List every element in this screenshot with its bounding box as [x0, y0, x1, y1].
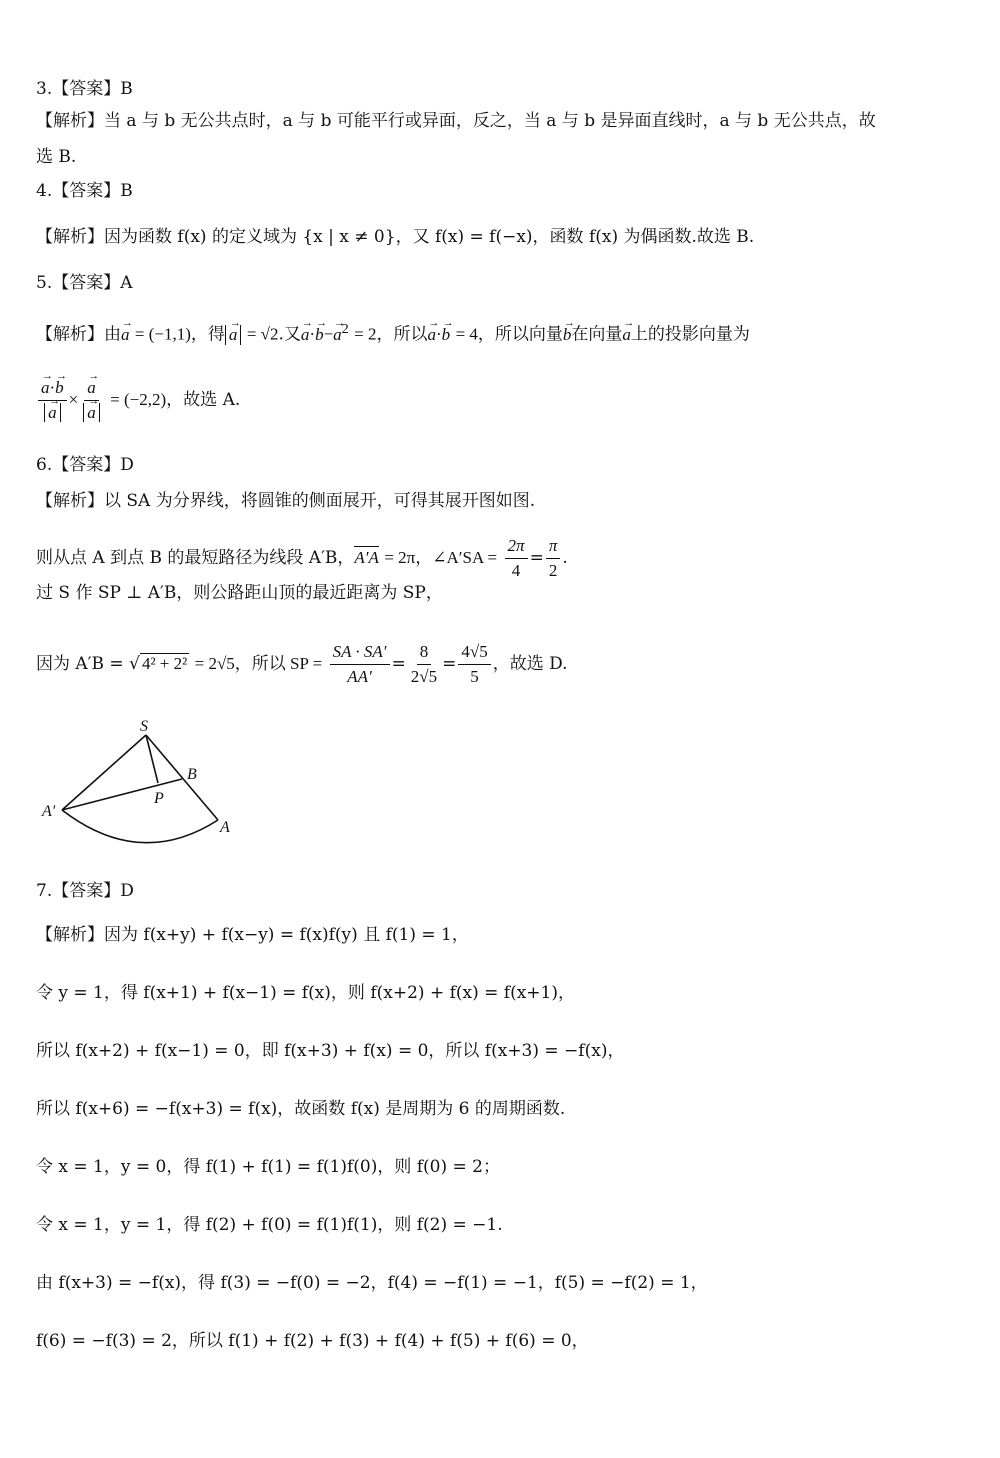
fraction-8-over-2root5: [408, 640, 440, 689]
label-b: B: [187, 766, 197, 783]
fraction-4root5-over-5: [458, 640, 490, 689]
q7-line: 【解析】因为 f(x+y) + f(x−y) = f(x)f(y) 且 f(1) = 1，: [36, 925, 469, 945]
q5-also: .又: [278, 324, 301, 345]
vector-a: → a: [427, 324, 436, 346]
q7-line: 所以 f(x+2) + f(x−1) = 0，即 f(x+3) + f(x) = 0，所以 f(x+3) = −f(x)，: [36, 1041, 625, 1061]
q6-analysis-line4: 因为 A′B = √ 4² + 2² = 2√5，所以 SP = $\frac{SA \cdot SA'}{AA'}$ = $\frac{8}{2√5}$ = $\frac{4√5}{5}$ ，故选 D.: [36, 640, 568, 689]
fraction-sp: [330, 640, 390, 689]
q5-result: = (−2,2): [110, 390, 167, 409]
vector-b: → b: [442, 324, 451, 346]
sqrt-radicand: 4² + 2²: [141, 654, 188, 673]
q6-line2-text: 则从点 A 到点 B 的最短路径为线段 A′B，: [36, 548, 355, 568]
dot-symbol: ·: [49, 378, 56, 397]
q7-heading: 7.【答案】D: [36, 881, 134, 901]
q6-line4-prefix: 因为 A′B =: [36, 654, 124, 674]
q5-proj-text2: 在向量: [571, 324, 623, 345]
q6-analysis-line1: 【解析】以 SA 为分界线，将圆锥的侧面展开，可得其展开图如图.: [36, 491, 536, 511]
arc-label: A′A: [354, 548, 379, 567]
fraction-numerator: 4√5: [458, 640, 490, 665]
q6-arc-value: = 2π，∠A′SA =: [384, 548, 498, 567]
q4-analysis: 【解析】因为函数 f(x) 的定义域为 {x | x ≠ 0}，又 f(x) = f(−x)，函数 f(x) 为偶函数.故选 B.: [36, 227, 755, 247]
q5-abs-value: = √2: [246, 324, 279, 344]
label-s: S: [140, 718, 148, 735]
fraction-2pi-over-4: [505, 534, 528, 583]
q7-line: 令 x = 1，y = 1，得 f(2) + f(0) = f(1)f(1)，则 f(2) = −1.: [36, 1215, 503, 1235]
vector-a: → a: [41, 376, 50, 400]
fraction-denominator: 5: [470, 667, 479, 686]
q5-so: ，所以: [376, 324, 428, 345]
vector-a: → a: [87, 376, 96, 400]
q5-heading: 5.【答案】A: [36, 273, 133, 293]
fraction-denominator: AA′: [347, 667, 372, 686]
vector-b: → b: [315, 324, 324, 346]
q7-line: 所以 f(x+6) = −f(x+3) = f(x)，故函数 f(x) 是周期为 6 的周期函数.: [36, 1099, 566, 1119]
q6-line4-mid: = 2√5，所以 SP =: [194, 654, 323, 673]
vector-a: → a: [622, 324, 631, 346]
q3-heading: 3.【答案】B: [36, 79, 133, 99]
q7-line: 由 f(x+3) = −f(x)，得 f(3) = −f(0) = −2，f(4) = −f(1) = −1，f(5) = −f(2) = 1，: [36, 1273, 708, 1293]
q7-line: f(6) = −f(3) = 2，所以 f(1) + f(2) + f(3) + f(4) + f(5) + f(6) = 0，: [36, 1331, 589, 1351]
fraction-denominator: 2√5: [410, 667, 438, 686]
q5-get: ，得: [190, 324, 225, 345]
q4-heading: 4.【答案】B: [36, 181, 133, 201]
q6-analysis-line2: 则从点 A 到点 B 的最短路径为线段 A′B，A′A = 2π，∠A′SA = $\frac{2\pi}{4}$ = $\frac{\pi}{2}$ .: [36, 534, 568, 583]
vector-a: → a: [301, 324, 310, 346]
q6-line4-suffix: ，故选 D.: [492, 654, 568, 674]
fraction-numerator: 2π: [505, 534, 528, 559]
dot-symbol: ·: [435, 324, 442, 344]
vector-a: → a: [333, 324, 342, 346]
dot-symbol: ·: [309, 324, 316, 344]
vector-a: → a: [229, 324, 238, 346]
arc-aprime-a: [62, 810, 218, 843]
label-a: A: [220, 819, 230, 836]
times-symbol: ×: [68, 390, 79, 409]
fraction-denominator: 2: [548, 561, 558, 580]
q5-prefix: 【解析】由: [36, 324, 121, 345]
vector-a: → a: [48, 401, 57, 425]
q5-dot-eq: = 2: [354, 324, 377, 344]
vector-a: → a: [87, 401, 96, 425]
q6-analysis-line3: 过 S 作 SP ⊥ A′B，则公路距山顶的最近距离为 SP，: [36, 583, 443, 603]
q5-dot-value: = 4: [455, 324, 478, 344]
fraction-numerator: π: [546, 534, 561, 559]
q3-analysis-line2: 选 B.: [36, 147, 77, 167]
q5-choose: ，故选 A.: [166, 390, 241, 410]
fraction-denominator: 4: [511, 561, 521, 580]
fraction-pi-over-2: [546, 534, 561, 583]
fraction-numerator: 8: [417, 640, 432, 665]
q5-proj-text1: ，所以向量: [477, 324, 563, 345]
cone-development-diagram: [0, 0, 300, 870]
label-a-prime: A′: [42, 803, 56, 820]
q5-vec-a-value: = (−1,1): [134, 324, 191, 344]
q7-line: 令 x = 1，y = 0，得 f(1) + f(1) = f(1)f(0)，则 f(0) = 2；: [36, 1157, 500, 1177]
q3-analysis-line1: 【解析】当 a 与 b 无公共点时，a 与 b 可能平行或异面，反之，当 a 与 b 是异面直线时，a 与 b 无公共点，故: [36, 111, 876, 131]
fraction-numerator: SA · SA′: [330, 640, 390, 665]
q7-line: 令 y = 1，得 f(x+1) + f(x−1) = f(x)，则 f(x+2) + f(x) = f(x+1)，: [36, 983, 575, 1003]
minus-symbol: −: [323, 324, 334, 344]
vector-a: → a: [121, 324, 130, 346]
label-p: P: [154, 790, 164, 807]
vector-b: → b: [563, 324, 572, 346]
q6-heading: 6.【答案】D: [36, 455, 134, 475]
q5-proj-text3: 上的投影向量为: [630, 324, 750, 345]
square-exponent: 2: [341, 321, 349, 337]
vector-b: → b: [55, 376, 64, 400]
